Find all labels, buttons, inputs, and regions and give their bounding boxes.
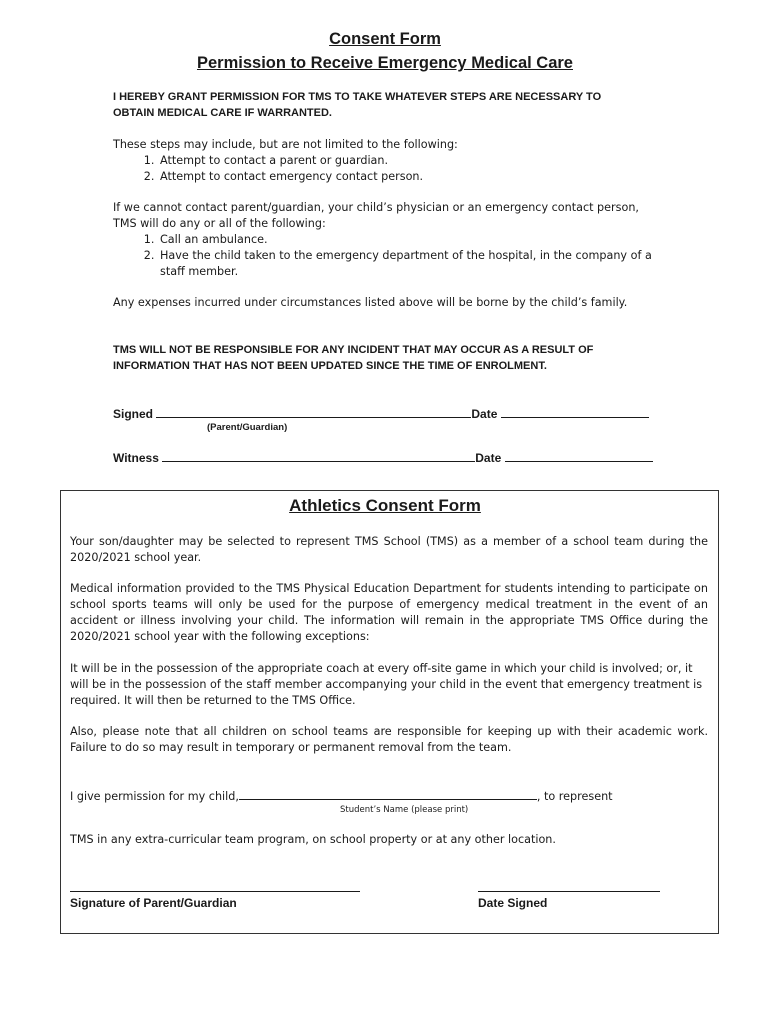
list-item: 1. Attempt to contact a parent or guardian.: [158, 153, 658, 169]
fallback-section: [113, 200, 658, 280]
fallback-intro: If we cannot contact parent/guardian, your child’s physician or an emergency contact person, TMS will do any or all of the following:: [113, 201, 639, 230]
witness-field[interactable]: [162, 450, 475, 462]
form-title: Consent Form: [329, 30, 441, 48]
fallback-list: [113, 232, 658, 280]
date-label: Date: [475, 451, 502, 465]
date-label: Date: [471, 407, 498, 421]
signature-label: Signature of Parent/Guardian: [70, 896, 237, 910]
permission-continuation: TMS in any extra-curricular team program, on school property or at any other location.: [70, 833, 556, 846]
athletics-title: Athletics Consent Form: [289, 496, 481, 515]
athletics-paragraph-3: It will be in the possession of the appropriate coach at every off-site game in which your child is involved; or, it will be in the possession of the staff member accompanying your child in the event that emergency treatment is required. It will then be returned to the TMS Office.: [70, 662, 703, 707]
witness-date-field[interactable]: [505, 450, 653, 462]
student-name-note: Student’s Name (please print): [340, 805, 469, 815]
liability-statement: TMS WILL NOT BE RESPONSIBLE FOR ANY INCIDENT THAT MAY OCCUR AS A RESULT OF INFORMATION THAT HAS NOT BEEN UPDATED SINCE THE TIME OF ENROLMENT.: [113, 344, 594, 372]
expenses-text: Any expenses incurred under circumstances listed above will be borne by the child’s family.: [113, 296, 628, 309]
grant-statement: I HEREBY GRANT PERMISSION FOR TMS TO TAKE WHATEVER STEPS ARE NECESSARY TO OBTAIN MEDICAL CARE IF WARRANTED.: [113, 91, 602, 119]
permission-row: [70, 788, 708, 805]
permission-prefix: I give permission for my child,: [70, 790, 239, 803]
steps-list: [113, 153, 658, 185]
date-signed-field[interactable]: [478, 891, 660, 892]
date-field[interactable]: [501, 406, 649, 418]
list-item: 1. Call an ambulance.: [158, 232, 658, 248]
steps-intro: These steps may include, but are not limited to the following:: [113, 138, 458, 151]
parent-signature-field[interactable]: [70, 891, 360, 892]
date-signed-label: Date Signed: [478, 896, 548, 910]
signature-field[interactable]: [156, 406, 471, 418]
permission-suffix: , to represent: [536, 790, 613, 803]
list-item: 2. Have the child taken to the emergency department of the hospital, in the company of a staff member.: [158, 248, 658, 280]
witness-row: [113, 450, 653, 465]
list-item: 2. Attempt to contact emergency contact person.: [158, 169, 658, 185]
parent-guardian-note: (Parent/Guardian): [207, 422, 288, 433]
form-subtitle: Permission to Receive Emergency Medical Care: [196, 54, 573, 72]
student-name-field[interactable]: [239, 788, 537, 800]
signed-label: Signed: [113, 407, 154, 421]
witness-label: Witness: [113, 451, 159, 465]
steps-section: [113, 137, 658, 185]
athletics-paragraph-1: Your son/daughter may be selected to represent TMS School (TMS) as a member of a school team during the 2020/2021 school year.: [70, 535, 708, 564]
athletics-paragraph-2: Medical information provided to the TMS Physical Education Department for students intending to participate on school sports teams will only be used for the purpose of emergency medical treatment in the event of an accident or illness involving your child. The information will remain in the appropriate TMS Office during the 2020/2021 school year with the following exceptions:: [70, 582, 708, 643]
signed-row: [113, 406, 649, 421]
athletics-paragraph-4: Also, please note that all children on school teams are responsible for keeping up with their academic work. Failure to do so may result in temporary or permanent removal from the team.: [70, 725, 708, 754]
